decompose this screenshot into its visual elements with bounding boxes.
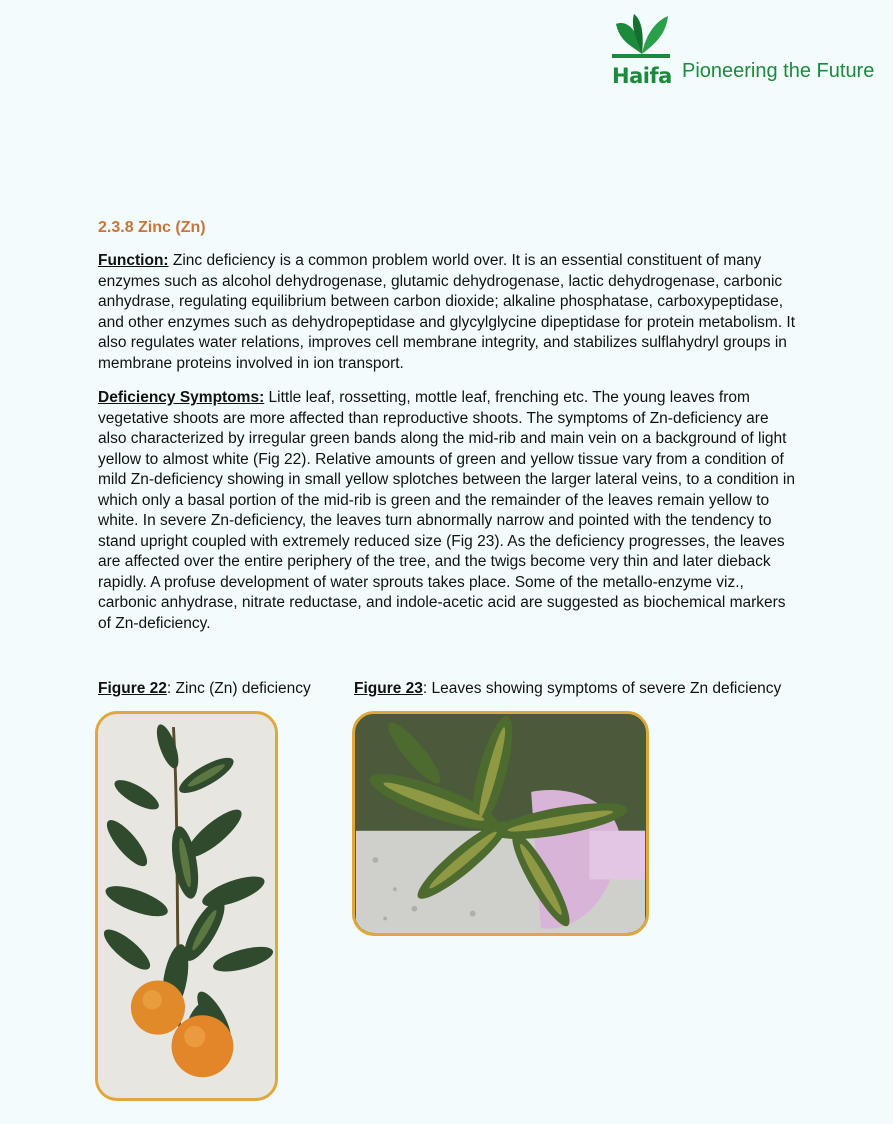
function-text: Zinc deficiency is a common problem world over. It is an essential constituent of many enzymes such as alcohol dehydrogenase, glutamic dehydrogenase, lactic dehydrogenase, carbonic anhydrase, regulating equilibrium between carbon dioxide; alkaline phosphatase, carboxypeptidase, and other enzymes such as dehydropeptidase and glycylglycine dipeptidase for protein metabolism. It also regulates water relations, improves cell membrane integrity, and stabilizes sulflahydryl groups in membrane proteins involved in ion transport. [98, 252, 796, 372]
deficiency-paragraph [98, 388, 798, 634]
leaf-logo-icon [612, 14, 672, 62]
function-paragraph [98, 251, 798, 374]
citrus-branch-photo [98, 714, 275, 1098]
figure-23-caption [354, 680, 781, 698]
figure-23-text: : Leaves showing symptoms of severe Zn deficiency [422, 680, 782, 697]
section-title: 2.3.8 Zinc (Zn) [98, 219, 206, 236]
figure-22-image [95, 711, 278, 1101]
brand-name: Haifa [612, 64, 672, 88]
deficiency-text: Little leaf, rossetting, mottle leaf, frenching etc. The young leaves from vegetative shoots are more affected than reproductive shoots. The symptoms of Zn-deficiency are also characterized by irregular green bands along the mid-rib and main vein on a background of light yellow to almost white (Fig 22). Relative amounts of green and yellow tissue vary from a condition of mild Zn-deficiency showing in small yellow splotches between the larger lateral veins, to a condition in which only a basal portion of the mid-rib is green and the remainder of the leaves remain yellow to white. In severe Zn-deficiency, the leaves turn abnormally narrow and pointed with the tendency to stand upright coupled with extremely reduced size (Fig 23). As the deficiency progresses, the leaves are affected over the entire periphery of the tree, and the twigs become very thin and later dieback rapidly. A profuse development of water sprouts takes place. Some of the metallo-enzyme viz., carbonic anhydrase, nitrate reductase, and indole-acetic acid are suggested as biochemical markers of Zn-deficiency. [98, 389, 795, 632]
brand-tagline: Pioneering the Future [682, 60, 875, 82]
haifa-logo[interactable] [612, 14, 882, 88]
severe-zn-deficiency-leaves-photo [355, 714, 646, 933]
figure-22-caption [98, 680, 311, 698]
function-label: Function: [98, 252, 169, 269]
deficiency-label: Deficiency Symptoms: [98, 389, 265, 406]
figure-22-text: : Zinc (Zn) deficiency [166, 680, 311, 697]
figure-22-label: Figure 22 [98, 680, 167, 697]
figure-23-image [352, 711, 649, 936]
figure-23-label: Figure 23 [354, 680, 423, 697]
